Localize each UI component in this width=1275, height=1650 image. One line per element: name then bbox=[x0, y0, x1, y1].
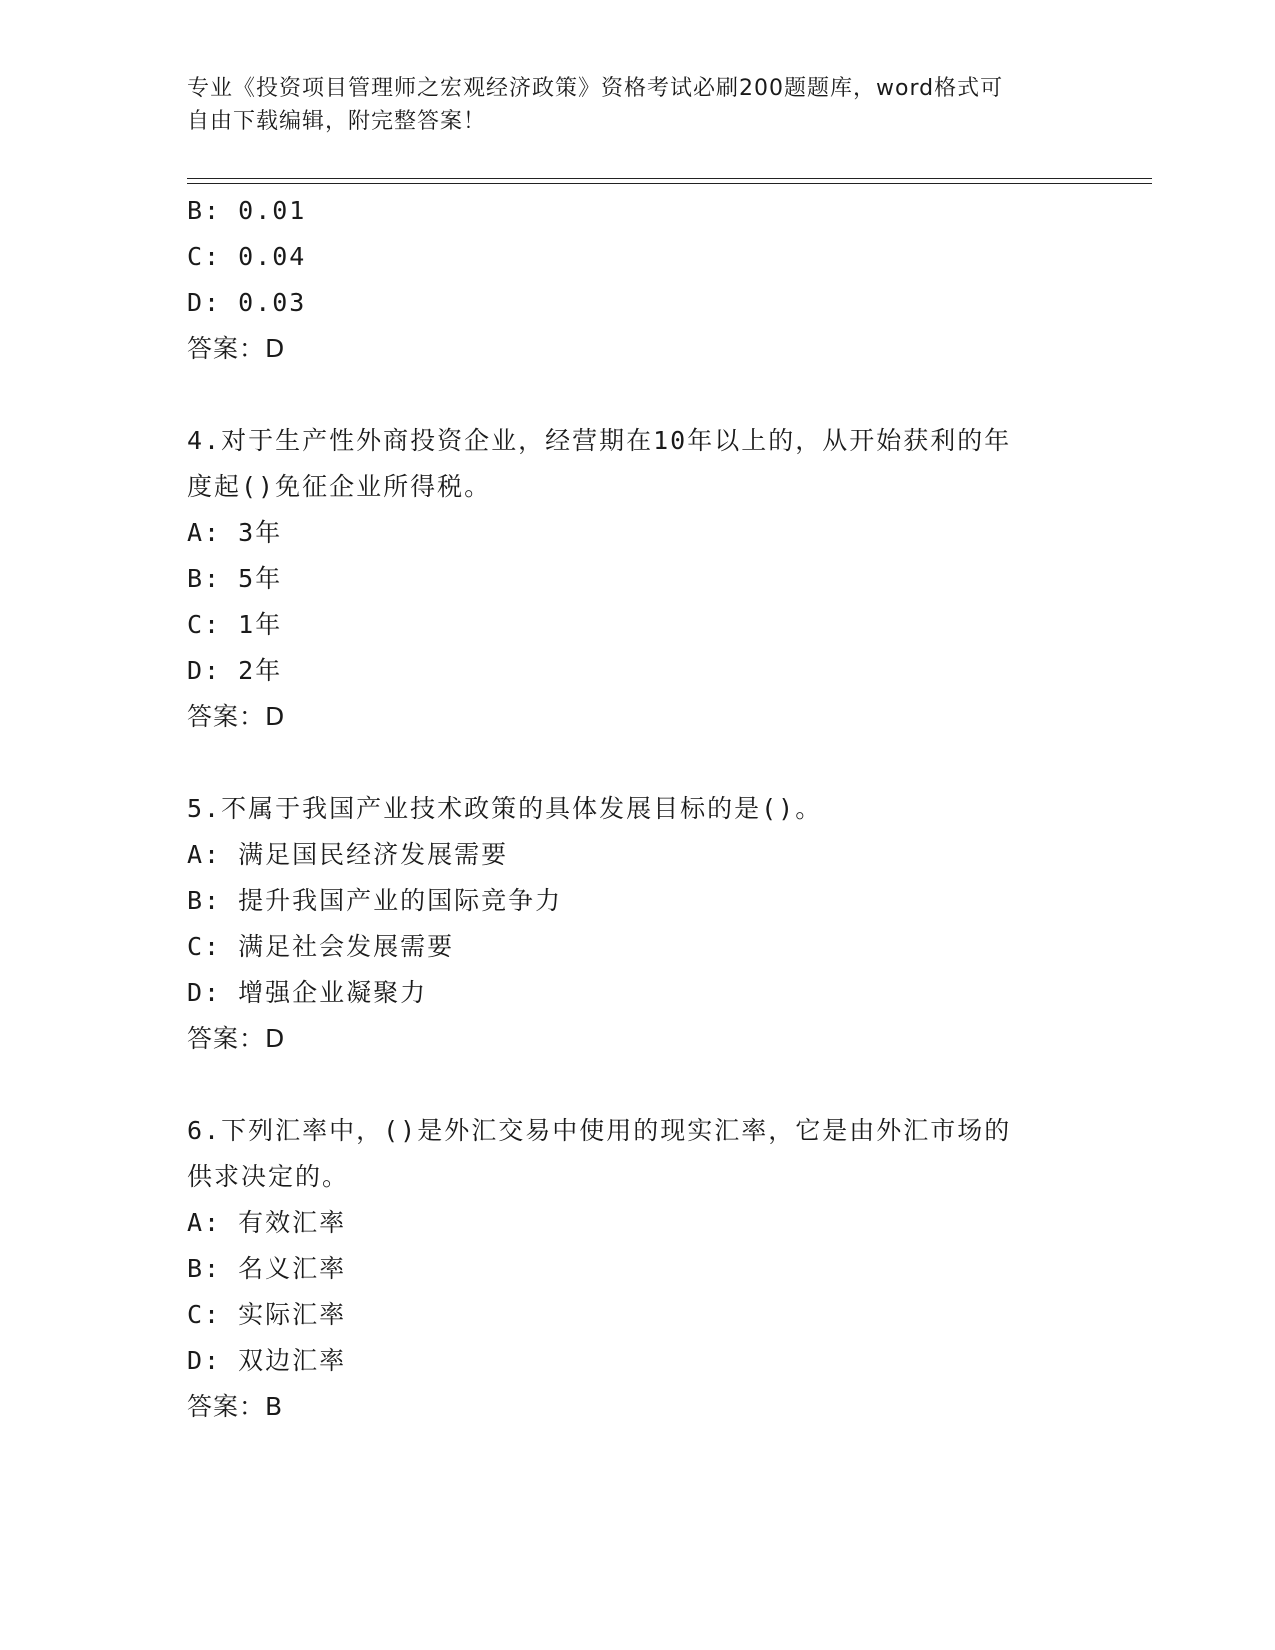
header-divider-top bbox=[187, 178, 1152, 179]
option-b: B: 提升我国产业的国际竞争力 bbox=[187, 886, 563, 915]
option-c: C: 满足社会发展需要 bbox=[187, 932, 455, 961]
question-list bbox=[187, 188, 1087, 1430]
question-4 bbox=[187, 418, 1087, 740]
option-c: C: 1年 bbox=[187, 610, 283, 639]
question-stem-line-1: 6.下列汇率中，()是外汇交易中使用的现实汇率，它是由外汇市场的 bbox=[187, 1116, 1012, 1145]
answer: 答案：D bbox=[187, 702, 286, 731]
question-3 bbox=[187, 188, 1087, 372]
option-c: C: 实际汇率 bbox=[187, 1300, 347, 1329]
header-divider-bottom bbox=[187, 183, 1152, 184]
question-stem-line-1: 4.对于生产性外商投资企业，经营期在10年以上的，从开始获利的年 bbox=[187, 426, 1012, 455]
option-b: B: 0.01 bbox=[187, 196, 307, 225]
question-6 bbox=[187, 1108, 1087, 1430]
option-a: A: 3年 bbox=[187, 518, 283, 547]
option-a: A: 有效汇率 bbox=[187, 1208, 347, 1237]
document-header bbox=[187, 72, 1067, 138]
option-d: D: 2年 bbox=[187, 656, 283, 685]
answer: 答案：D bbox=[187, 334, 286, 363]
option-b: B: 5年 bbox=[187, 564, 283, 593]
option-c: C: 0.04 bbox=[187, 242, 307, 271]
answer: 答案：B bbox=[187, 1392, 284, 1421]
question-stem-line-1: 5.不属于我国产业技术政策的具体发展目标的是()。 bbox=[187, 794, 823, 823]
option-a: A: 满足国民经济发展需要 bbox=[187, 840, 509, 869]
header-line-1: 专业《投资项目管理师之宏观经济政策》资格考试必刷200题题库，word格式可 bbox=[187, 76, 1004, 101]
question-stem-line-2: 供求决定的。 bbox=[187, 1162, 350, 1191]
answer: 答案：D bbox=[187, 1024, 286, 1053]
question-stem-line-2: 度起()免征企业所得税。 bbox=[187, 472, 492, 501]
option-d: D: 增强企业凝聚力 bbox=[187, 978, 428, 1007]
option-b: B: 名义汇率 bbox=[187, 1254, 347, 1283]
option-d: D: 0.03 bbox=[187, 288, 307, 317]
option-d: D: 双边汇率 bbox=[187, 1346, 347, 1375]
question-5 bbox=[187, 786, 1087, 1062]
header-line-2: 自由下载编辑，附完整答案！ bbox=[187, 109, 487, 134]
